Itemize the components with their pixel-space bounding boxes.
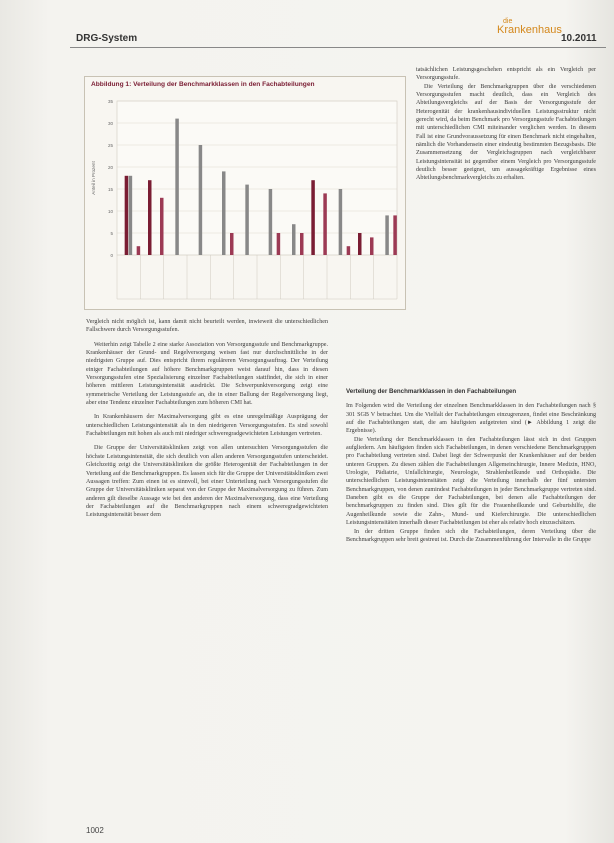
y-tick-label: 15 — [107, 187, 113, 192]
bar — [323, 193, 327, 255]
paragraph: In der dritten Gruppe finden sich die Fachabteilungen, deren Verteilung über die Benchmarkgruppen sehr breit gestreut ist. Durch die Zusammenführung der Intervalle in die Gruppe — [346, 528, 596, 543]
y-tick-label: 0 — [110, 253, 113, 258]
bar-chart — [85, 77, 405, 309]
bar — [245, 185, 249, 255]
plot-area — [117, 101, 397, 255]
bar — [160, 198, 164, 255]
bar — [347, 246, 351, 255]
bar — [393, 215, 397, 255]
bar — [269, 189, 273, 255]
figure-label: Abbildung 1: — [91, 81, 132, 88]
y-tick-label: 30 — [107, 121, 113, 126]
bar — [175, 119, 179, 255]
figure-box — [84, 76, 406, 310]
y-tick-label: 25 — [107, 143, 113, 148]
left-column — [86, 318, 328, 520]
page-number: 1002 — [86, 826, 104, 835]
paragraph: Die Verteilung der Benchmarkgruppen über die verschiedenen Versorgungsstufen macht deutlich, dass ein Vergleich des Abteilungsvergleichs auf der Basis der Versorgungsstufe der Heterogenität der krankenhausindividuellen Leistungsstruktur nicht gerecht wird, da beim Benchmark pro Versorgungsstufe Fachabteilungen mit unterschiedlichen CMI miteinander verglichen werden. In diesem Fall ist eine Grundvoraussetzung für einen Benchmark nicht eingehalten, nämlich die Vorhandensein einer eindeutig bestimmten Bezugsbasis. Die Zusammensetzung der Vergleichsgruppen nach vergleichbarer Leistungsintensität ist gegenüber einem Vergleich pro Versorgungsstufe deutlich besser geeignet, um aussagekräftige Ergebnisse eines Abteilungsbenchmarkvergleichs zu erhalten. — [416, 83, 596, 182]
header-rule — [70, 47, 606, 48]
bar — [300, 233, 304, 255]
y-tick-label: 10 — [107, 209, 113, 214]
paragraph: In Krankenhäusern der Maximalversorgung gibt es eine unregelmäßige Ausprägung der unterschiedlichen Leistungsintensität als in den niedrigeren Versorgungsstufen. Es sind sowohl Fachabteilungen mit hohen als auch mit niedriger schweregradgewichteten Leistungen vertreten. — [86, 414, 328, 438]
bar — [385, 215, 389, 255]
y-axis-label: Anteil in Prozent — [91, 161, 96, 195]
bar — [137, 246, 141, 255]
section-heading: Verteilung der Benchmarkklassen in den Fachabteilungen — [346, 388, 517, 395]
y-tick-label: 5 — [110, 231, 113, 236]
paragraph: Im Folgenden wird die Verteilung der einzelnen Benchmarkklassen in den Fachabteilungen nach § 301 SGB V betrachtet. Um die Vielfalt der Fachabteilungen einzugrenzen, findet eine Beschränkung auf die Fachabteilungen statt, die am häufigsten aufgetreten sind (► Abbildung 1 zeigt die Ergebnisse). — [346, 403, 596, 435]
right-column-top — [416, 66, 596, 183]
bar — [339, 189, 343, 255]
bar — [125, 176, 129, 255]
paragraph: tatsächlichen Leistungsgeschehen entspricht als ein Vergleich per Versorgungsstufe. — [416, 67, 596, 82]
bar — [311, 180, 315, 255]
y-tick-label: 20 — [107, 165, 113, 170]
issue-number: 10.2011 — [561, 33, 597, 44]
bar — [358, 233, 362, 255]
right-column — [346, 318, 596, 544]
figure-caption: Verteilung der Benchmarkklassen in den Fachabteilungen — [133, 81, 315, 88]
bar — [277, 233, 281, 255]
paragraph: Die Verteilung der Benchmarkklassen in den Fachabteilungen lässt sich in drei Gruppen aufgliedern. Am häufigsten finden sich Fachabteilungen, in denen verschiedene Benchmarkgruppen pro Fachabteilung vertreten sind. Dabei liegt der Schwerpunkt der Krankenhäuser auf der beiden unteren Gruppen. Zu diesen zählen die Fachabteilungen Allgemeinchirurgie, Innere Medizin, HNO, Urologie, Pädiatrie, Unfallchirurgie, Neurologie, Strahlenheilkunde und Orthopädie. Die unterschiedlichen Leistungsintensitäten zeigt die Verteilung innerhalb der fünf untersten Benchmarkgruppen, von denen zumindest Fachabteilungen in jeder Benchmarkgruppe vertreten sind. Daneben gibt es die Gruppe der Fachabteilungen, bei denen alle Fachabteilungen der benchmarkgruppen zu finden sind. Dies gilt für die Frauenheilkunde und Geburtshilfe, die Augenheilkunde sowie die Zahn-, Mund- und Kieferchirurgie. Die unterschiedlichen Leistungsintensitäten innerhalb dieser Fachabteilungen ist eher als relativ hoch einzuschätzen. — [346, 436, 596, 527]
bar — [230, 233, 234, 255]
journal-logo — [497, 18, 562, 36]
bar — [148, 180, 152, 255]
bar — [199, 145, 203, 255]
section-header: DRG-System — [76, 33, 138, 44]
paragraph: Die Gruppe der Universitätskliniken zeigt von allen untersuchten Versorgungsstufen die höchste Leistungsintensität, die sich deutlich von allen anderen Versorgungsstufen unterscheidet. Gleichzeitig zeigt die Universitätskliniken die größte Heterogenität der Fachabteilungen in der Verteilung auf die Benchmarkgruppen. Es lassen sich für die Gruppe der Universitätskliniken zwei Aussagen treffen: Zum einen ist es sinnvoll, bei einer Unterteilung nach Versorgungsstufen die Gruppe der Universitätskliniken separat von der Gruppe der Maximalversorgung zu führen. Zum anderen gilt dieselbe Aussage wie bei den anderen der Maximalversorgung, dass eine Verteilung der Fachabteilungen auf die Benchmarkgruppen nach einem schweregradgewichteten Leistungsintensität besser dem — [86, 445, 328, 519]
paragraph: Weiterhin zeigt Tabelle 2 eine starke Assoziation von Versorgungsstufe und Benchmarkgruppe. Krankenhäuser der Grund- und Regelversorgung weisen fast nur durchschnittliche in der niedrigsten Gruppe auf. Dies entspricht ihrem reguläreren Versorgungsauftrag. Der Verteilung einiger Fachabteilungen auf höhere Benchmarkgruppen weist darauf hin, dass in diesen Versorgungsstufen eine Spezialisierung einzelner Fachabteilungen stattfindet, die sich in einer höheren mittleren Leistungsintensität ausdrückt. Die Schwerpunktversorgung zeigt eine symmetrische Verteilung der Leistungsstufe an, die in einer Ballung der Regelversorgung liegt, aber eine Tendenz einzelner Fachabteilungen zum höheren CMI hat. — [86, 341, 328, 407]
bar — [292, 224, 296, 255]
paragraph: Vergleich nicht möglich ist, kann damit nicht beurteilt werden, inwieweit die unterschiedlichen Fallschwere durch Versorgungsstufen. — [86, 319, 328, 334]
bar — [129, 176, 133, 255]
bar — [370, 237, 374, 255]
journal-logo-main: Krankenhaus — [497, 24, 562, 36]
journal-logo-small: die — [503, 18, 513, 25]
bar — [222, 171, 226, 255]
y-tick-label: 35 — [107, 99, 113, 104]
